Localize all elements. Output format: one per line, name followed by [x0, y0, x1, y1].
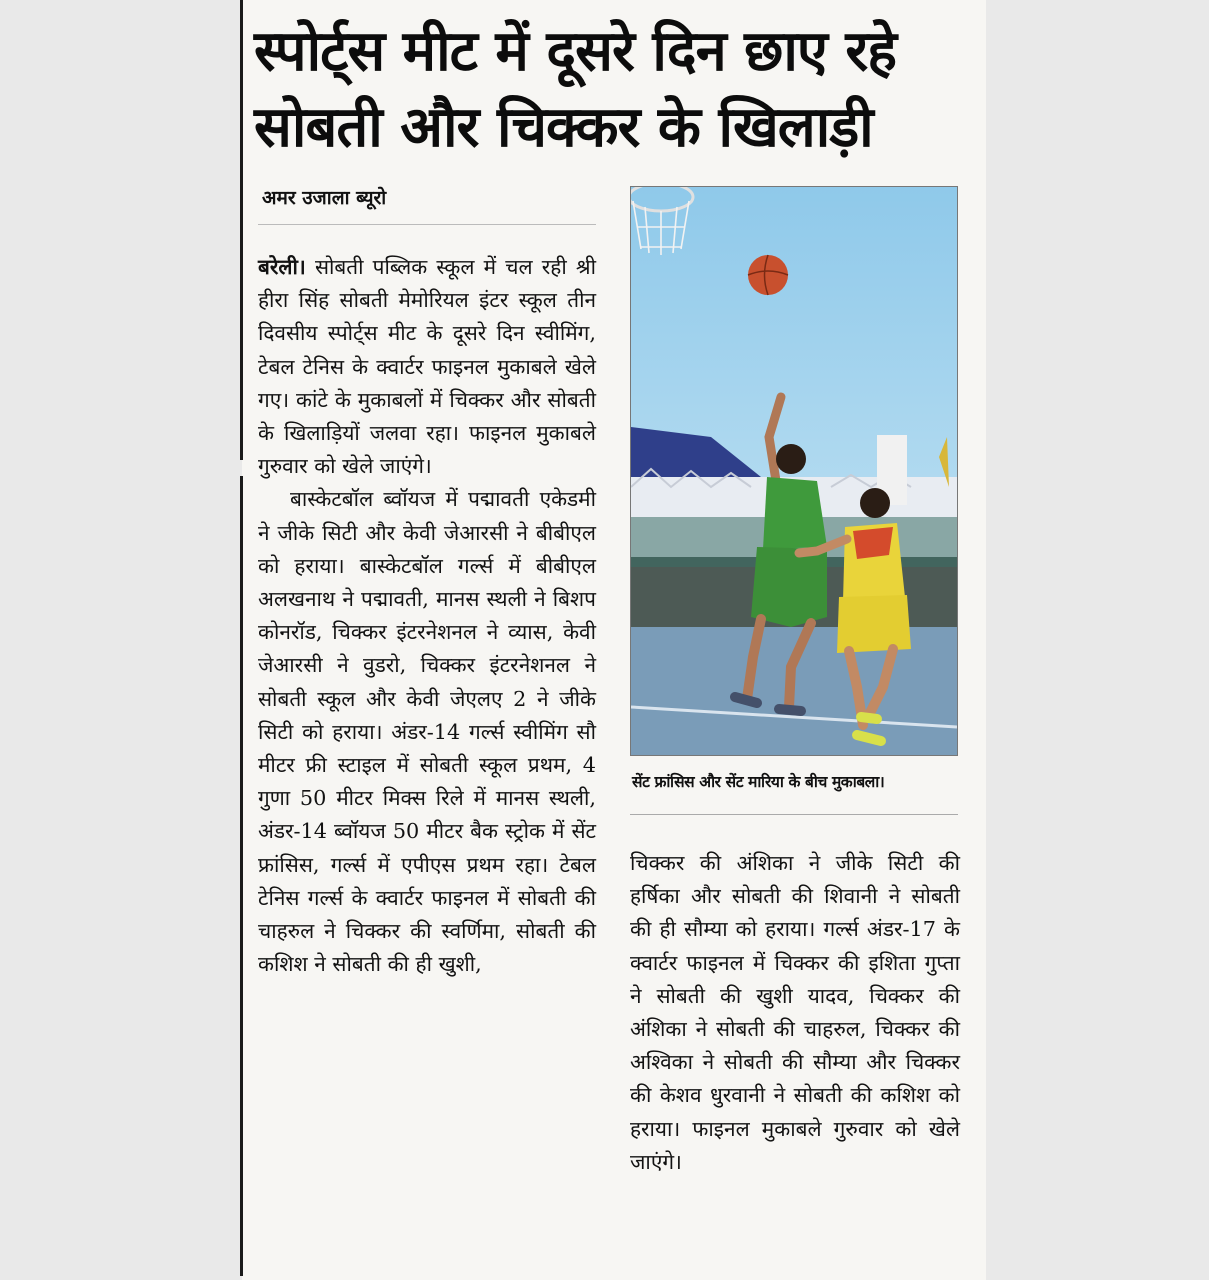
headline-line: सोबती और चिक्कर के खिलाड़ी — [254, 95, 873, 160]
yellow-player-head — [860, 488, 890, 518]
basketball-icon — [748, 255, 788, 295]
page-edge-rule — [240, 0, 243, 460]
green-player-head — [776, 444, 806, 474]
article-column-right — [630, 847, 960, 1179]
divider — [258, 224, 596, 225]
byline: अमर उजाला ब्यूरो — [262, 187, 387, 209]
headline — [254, 14, 974, 166]
yellow-player-trim — [853, 527, 893, 559]
headline-line: स्पोर्ट्स मीट में दूसरे दिन छाए रहे — [254, 19, 897, 84]
page-edge-rule — [240, 476, 243, 1276]
yellow-player-shorts — [837, 595, 911, 653]
divider — [630, 814, 958, 815]
green-player-jersey — [763, 477, 827, 549]
article-paragraph: चिक्कर की अंशिका ने जीके सिटी की हर्षिका और सोबती की शिवानी ने सोबती की ही सौम्या को हराया। गर्ल्स अंडर-17 के क्वार्टर फाइनल में चिक्कर की इशिता गुप्ता ने सोबती की खुशी यादव, चिक्कर की अंशिका ने सोबती की चाहरुल, चिक्कर की अश्विका ने सोबती की सौम्या और चिक्कर की केशव धुरवानी ने सोबती की कशिश को हराया। फाइनल मुकाबले गुरुवार को खेले जाएंगे। — [630, 851, 960, 1174]
article-paragraph: बास्केटबॉल ब्वॉयज में पद्मावती एकेडमी ने जीके सिटी और केवी जेआरसी ने बीबीएल को हराया। बास्केटबॉल गर्ल्स में बीबीएल अलखनाथ ने पद्मावती, मानस स्थली ने बिशप कोनरॉड, चिक्कर इंटरनेशनल ने व्यास, केवी जेआरसी ने वुडरो, चिक्कर इंटरनेशनल ने सोबती स्कूल और केवी जेएलए 2 ने जीके सिटी को हराया। अंडर-14 गर्ल्स स्वीमिंग सौ मीटर फ्री स्टाइल में सोबती स्कूल प्रथम, 4 गुणा 50 मीटर मिक्स रिले में मानस स्थली, अंडर-14 ब्वॉयज 50 मीटर बैक स्ट्रोक में सेंट फ्रांसिस, गर्ल्स में एपीएस प्रथम रहा। टेबल टेनिस गर्ल्स के क्वार्टर फाइनल में सोबती की चाहरुल ने चिक्कर की स्वर्णिमा, सोबती की कशिश ने सोबती की ही खुशी, — [258, 487, 596, 977]
paragraph-text: सोबती पब्लिक स्कूल में चल रही श्री हीरा सिंह सोबती मेमोरियल इंटर स्कूल तीन दिवसीय स्पोर्ट्स मीट के दूसरे दिन स्वीमिंग, टेबल टेनिस के क्वार्टर फाइनल मुकाबले खेले गए। कांटे के मुकाबलों में चिक्कर और सोबती के खिलाड़ियों जलवा रहा। फाइनल मुकाबले गुरुवार को खेले जाएंगे। — [258, 255, 596, 479]
article-column-left — [258, 250, 596, 981]
article-paragraph — [258, 250, 596, 483]
photo-caption: सेंट फ्रांसिस और सेंट मारिया के बीच मुकाबला। — [632, 773, 885, 791]
basketball-players-photo — [630, 186, 958, 756]
dateline: बरेली। — [258, 254, 306, 279]
